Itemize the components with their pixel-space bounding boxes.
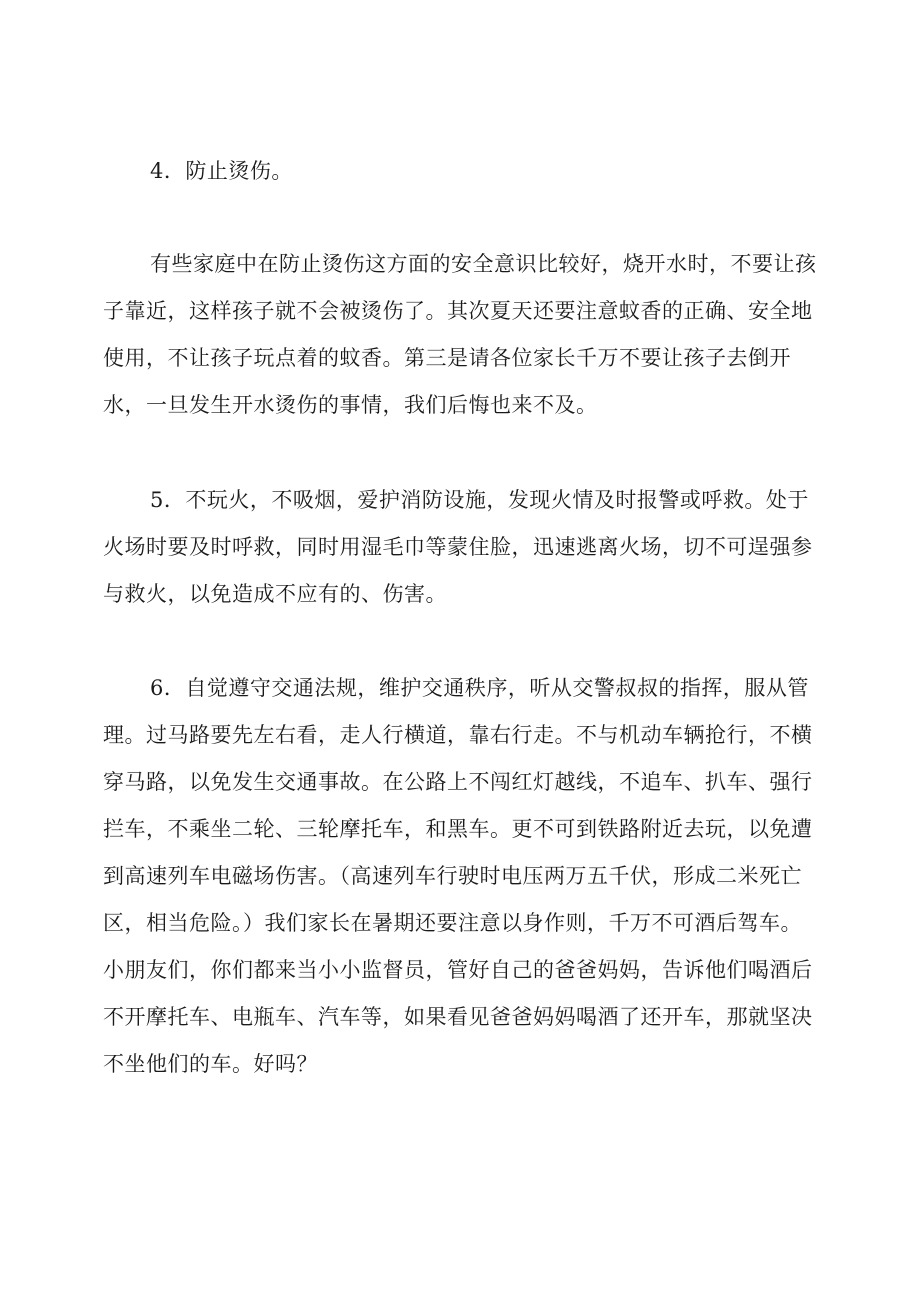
section-6-line-1: 6．自觉遵守交通法规，维护交通秩序，听从交警叔叔的指挥，服从管 bbox=[150, 676, 809, 700]
section-6-line-5: 到高速列车电磁场伤害。（高速列车行驶时电压两万五千伏，形成二米死亡 bbox=[103, 864, 802, 888]
section-4-heading: 4．防止烫伤。 bbox=[150, 159, 293, 183]
section-4-line-2: 子靠近，这样孩子就不会被烫伤了。其次夏天还要注意蚊香的正确、安全地 bbox=[103, 299, 813, 323]
section-4-line-1: 有些家庭中在防止烫伤这方面的安全意识比较好，烧开水时，不要让孩 bbox=[150, 252, 817, 276]
section-5-line-1: 5．不玩火，不吸烟，爱护消防设施，发现火情及时报警或呼救。处于 bbox=[150, 488, 809, 512]
section-5-line-2: 火场时要及时呼救，同时用湿毛巾等蒙住脸，迅速逃离火场，切不可逞强参 bbox=[103, 535, 813, 559]
section-6-line-8: 不开摩托车、电瓶车、汽车等，如果看见爸爸妈妈喝酒了还开车，那就坚决 bbox=[103, 1005, 813, 1029]
section-6-line-3: 穿马路，以免发生交通事故。在公路上不闯红灯越线，不追车、扒车、强行 bbox=[103, 770, 813, 794]
section-4-line-4: 水，一旦发生开水烫伤的事情，我们后悔也来不及。 bbox=[103, 393, 598, 417]
section-6-line-2: 理。过马路要先左右看，走人行横道，靠右行走。不与机动车辆抢行，不横 bbox=[103, 723, 813, 747]
section-6-line-7: 小朋友们，你们都来当小小监督员，管好自己的爸爸妈妈，告诉他们喝酒后 bbox=[103, 958, 813, 982]
section-4-line-3: 使用，不让孩子玩点着的蚊香。第三是请各位家长千万不要让孩子去倒开 bbox=[103, 346, 791, 370]
section-5-line-3: 与救火，以免造成不应有的、伤害。 bbox=[103, 582, 447, 606]
section-6-line-6: 区，相当危险。）我们家长在暑期还要注意以身作则，千万不可酒后驾车。 bbox=[103, 911, 802, 935]
section-6-line-9: 不坐他们的车。好吗？ bbox=[103, 1052, 318, 1076]
section-6-line-4: 拦车，不乘坐二轮、三轮摩托车，和黑车。更不可到铁路附近去玩，以免遭 bbox=[103, 817, 813, 841]
